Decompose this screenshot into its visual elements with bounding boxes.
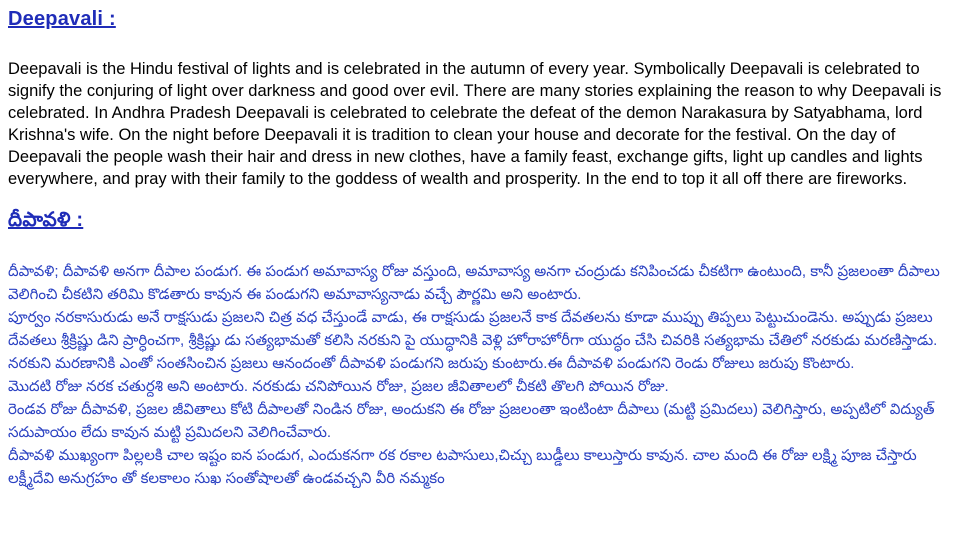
telugu-body bbox=[8, 260, 952, 490]
english-paragraph: Deepavali is the Hindu festival of lights and is celebrated in the autumn of every year. Symbolically Deepavali is celebrated to signify the conjuring of light over darkness and good over evil. There are many stories explaining the reason to why Deepavali is celebrated. In Andhra Pradesh Deepavali is celebrated to celebrate the defeat of the demon Narakasura by Satyabhama, lord Krishna's wife. On the night before Deepavali it is tradition to clean your house and decorate for the festival. On the day of Deepavali the people wash their hair and dress in new clothes, have a family feast, exchange gifts, light up candles and lights everywhere, and pray with their family to the goddess of wealth and prosperity. In the end to top it all off there are fireworks. bbox=[8, 60, 942, 188]
telugu-paragraph: రెండవ రోజు దీపావళి, ప్రజల జీవితాలు కోటి దీపాలతో నిండిన రోజు, అందుకని ఈ రోజు ప్రజలంతా ఇంటింటా దీపాలు (మట్టి ప్రమిదలు) వెలిగిస్తారు, అప్పటిలో విద్యుత్ సదుపాయం లేదు కావున మట్టి ప్రమిదలని వెలిగించేవారు. bbox=[8, 401, 935, 441]
telugu-paragraph: పూర్వం నరకాసురుడు అనే రాక్షసుడు ప్రజలని చిత్ర వధ చేస్తుండే వాడు, ఈ రాక్షసుడు ప్రజలనే కాక దేవతలను కూడా ముప్పు తిప్పలు పెట్టుచుండెను. అప్పుడు ప్రజలు దేవతలు శ్రీక్రిష్ణు డిని ప్రార్ధించగా, శ్రీక్రిష్ణు డు సత్యభామతో కలిసి నరకుని పై యుద్ధానికి వెళ్లి హోరాహోరీగా యుద్ధం చేసి చివరికి సత్యభామ చేతిలో నరకుడు మరణిస్తాడు. నరకుని మరణానికి ఎంతో సంతసించిన ప్రజలు ఆనందంతో దీపావళి పండుగని జరుపు కుంటారు.ఈ దీపావళి పండుగని రెండు రోజులు జరుపు కొంటారు. bbox=[8, 309, 938, 372]
telugu-paragraph: దీపావళి; దీపావళి అనగా దీపాల పండుగ. ఈ పండుగ అమావాస్య రోజు వస్తుంది, అమావాస్య అనగా చంద్రుడు కనిపించడు చీకటిగా ఉంటుంది, కానీ ప్రజలంతా దీపాలు వెలిగించి చీకటిని తరిమి కొడతారు కావున ఈ పండుగని అమావాస్యనాడు వచ్చే పౌర్ణమి అని అంటారు. bbox=[8, 263, 940, 303]
telugu-paragraph: దీపావళి ముఖ్యంగా పిల్లలకి చాల ఇష్టం ఐన పండుగ, ఎందుకనగా రక రకాల టపాసులు,చిచ్చు బుడ్డీలు కాలుస్తారు కావున. చాల మంది ఈ రోజు లక్ష్మి పూజ చేస్తారు లక్ష్మీదేవి అనుగ్రహం తో కలకాలం సుఖ సంతోషాలతో ఉండవచ్చని వీరి నమ్మకం bbox=[8, 447, 917, 487]
document-page bbox=[8, 8, 952, 490]
telugu-title: దీపావళి : bbox=[8, 209, 84, 231]
telugu-paragraph: మొదటి రోజు నరక చతుర్దశి అని అంటారు. నరకుడు చనిపోయిన రోజు, ప్రజల జీవితాలలో చీకటి తొలగి పోయిన రోజు. bbox=[8, 378, 669, 395]
english-title: Deepavali : bbox=[8, 8, 116, 30]
